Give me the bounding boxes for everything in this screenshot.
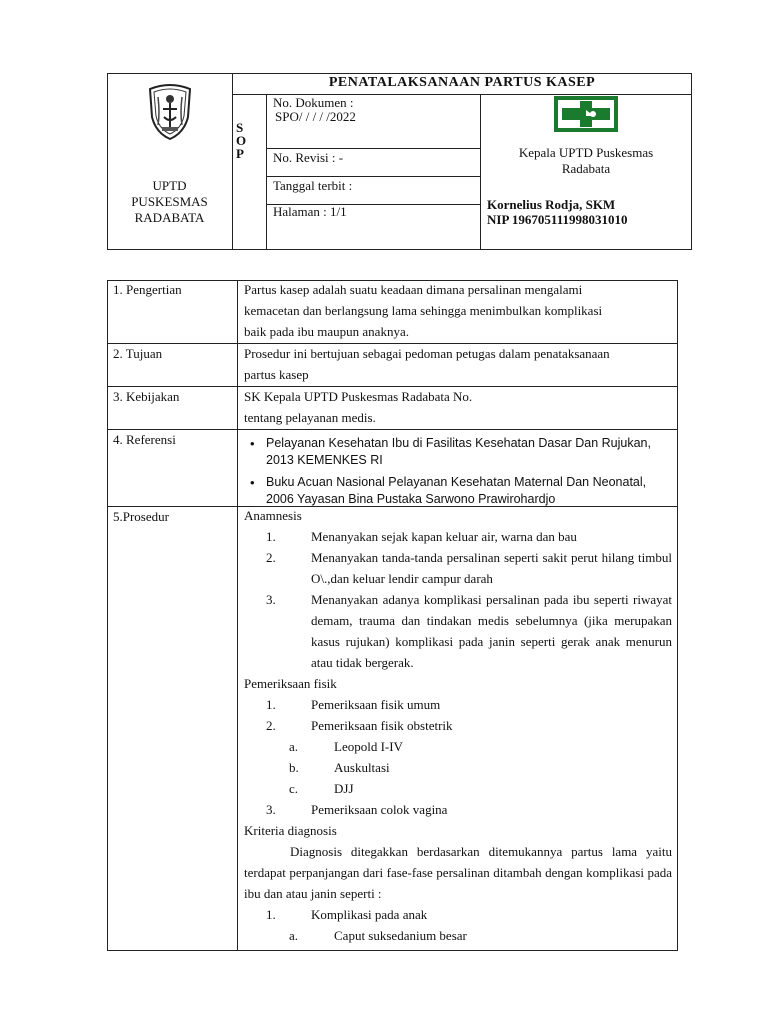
list-item: a. Leopold I-IV: [289, 739, 403, 754]
tanggal-terbit: Tanggal terbit :: [273, 178, 353, 193]
list-item: 3. Pemeriksaan colok vagina: [266, 802, 448, 817]
list-item: a. Caput suksedanium besar: [289, 928, 467, 943]
komplikasi-anak-sublist: [289, 925, 672, 946]
regency-emblem-icon: [144, 83, 196, 141]
obstetrik-sublist: [289, 736, 672, 799]
anamnesis-title: Anamnesis: [244, 508, 302, 523]
kriteria-diagnosis-paragraph: Diagnosis ditegakkan berdasarkan ditemukannya partus lama yaitu terdapat perpanjangan dari fase-fase persalinan ditambah dengan komplikasi pada ibu dan atau janin seperti :: [244, 844, 672, 901]
kriteria-diagnosis-title: Kriteria diagnosis: [244, 823, 337, 838]
list-item: 3. Menanyakan adanya komplikasi persalinan pada ibu seperti riwayat demam, trauma dan tindakan medis sebelumnya (jika merupakan kasus rujukan) komplikasi pada janin seperti gerak anak menurun atau tidak bergerak.: [266, 592, 672, 670]
list-item: b. Auskultasi: [289, 760, 390, 775]
section-label-referensi: 4. Referensi: [113, 432, 176, 447]
kepala-title: Kepala UPTD Puskesmas Radabata: [518, 145, 654, 176]
section-body-kebijakan: SK Kepala UPTD Puskesmas Radabata No. tentang pelayanan medis.: [244, 389, 473, 425]
no-revisi: No. Revisi : -: [273, 150, 344, 165]
no-dokumen-value: SPO/ / / / /2022: [275, 109, 356, 124]
anamnesis-list: [266, 526, 672, 673]
list-item: 1. Pemeriksaan fisik umum: [266, 697, 441, 712]
section-body-referensi: [244, 435, 672, 513]
list-item: 1. Menanyakan sejak kapan keluar air, warna dan bau: [266, 529, 577, 544]
list-item: 1. Komplikasi pada anak: [266, 907, 428, 922]
signatory-name: Kornelius Rodja, SKM: [487, 197, 616, 212]
header-table: [107, 73, 692, 250]
sop-content-table: [107, 280, 678, 951]
section-label-kebijakan: 3. Kebijakan: [113, 389, 180, 404]
signatory-nip: NIP 196705111998031010: [487, 212, 628, 227]
section-label-pengertian: 1. Pengertian: [113, 282, 182, 297]
no-dokumen-label: No. Dokumen :: [273, 95, 354, 110]
list-item: 2. Pemeriksaan fisik obstetrik: [266, 718, 453, 733]
puskesmas-logo-icon: [553, 95, 619, 133]
section-label-tujuan: 2. Tujuan: [113, 346, 163, 361]
list-item: c. DJJ: [289, 781, 354, 796]
section-body-tujuan: Prosedur ini bertujuan sebagai pedoman petugas dalam penataksanaan partus kasep: [244, 346, 610, 382]
pemeriksaan-fisik-list: [266, 694, 672, 820]
pemeriksaan-fisik-title: Pemeriksaan fisik: [244, 676, 337, 691]
section-body-pengertian: Partus kasep adalah suatu keadaan dimana persalinan mengalami kemacetan dan berlangsung lama sehingga menimbulkan komplikasi baik pada ibu maupun anaknya.: [244, 282, 603, 339]
document-title: PENATALAKSANAAN PARTUS KASEP: [328, 75, 596, 90]
section-label-prosedur: 5.Prosedur: [113, 509, 169, 524]
reference-item: • Pelayanan Kesehatan Ibu di Fasilitas Kesehatan Dasar Dan Rujukan, 2013 KEMENKES RI: [266, 435, 672, 469]
reference-item: • Buku Acuan Nasional Pelayanan Kesehatan Maternal Dan Neonatal, 2006 Yayasan Bina Pustaka Sarwono Prawirohardjo: [266, 474, 672, 508]
list-item: 2. Menanyakan tanda-tanda persalinan seperti sakit perut hilang timbul O\.,dan keluar lendir campur darah: [266, 550, 672, 586]
halaman: Halaman : 1/1: [273, 204, 347, 219]
sop-label: S O P: [236, 120, 247, 161]
komplikasi-list: [266, 904, 672, 946]
section-body-prosedur: [244, 505, 672, 946]
institution-name: UPTD PUSKESMAS RADABATA: [131, 178, 208, 225]
